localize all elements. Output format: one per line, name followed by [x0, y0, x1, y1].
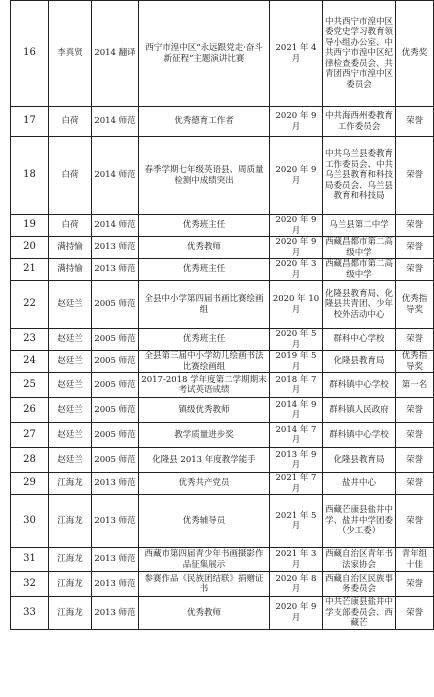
cell-no: 21	[11, 259, 49, 281]
cell-org: 乌兰县第二中学	[323, 215, 396, 237]
cell-date: 2014 年 9 月	[270, 398, 323, 423]
cell-award: 荣誉	[396, 215, 434, 237]
cell-org: 中共芒康县盐井中学支部委员会、西藏芒	[323, 597, 396, 630]
cell-award: 荣誉	[396, 597, 434, 630]
cell-no: 28	[11, 448, 49, 473]
table-row	[11, 259, 434, 281]
cell-name: 赵廷兰	[49, 423, 92, 448]
cell-award: 优秀指导奖	[396, 351, 434, 373]
cell-date: 2020 年 9 月	[270, 237, 323, 259]
cell-name: 赵廷兰	[49, 351, 92, 373]
cell-date: 2013 年 9 月	[270, 448, 323, 473]
cell-award: 荣誉	[396, 473, 434, 495]
cell-org: 盐井中心	[323, 473, 396, 495]
cell-award: 第一名	[396, 373, 434, 398]
cell-org: 群科镇中心学校	[323, 423, 396, 448]
cell-no: 32	[11, 572, 49, 597]
cell-date: 2020 年 9 月	[270, 215, 323, 237]
cell-name: 赵廷兰	[49, 398, 92, 423]
cell-org: 中共西宁市湟中区委党史学习教育领导小组办公室、中共西宁市湟中区纪律检查委员会、共青团西宁市湟中区委员会	[323, 1, 396, 107]
cell-cat: 2013 师范	[92, 237, 139, 259]
cell-title: 参赛作品《民族团结联》捐赠证书	[139, 572, 270, 597]
table-row	[11, 373, 434, 398]
cell-award: 优秀奖	[396, 1, 434, 107]
cell-org: 化隆县教育局	[323, 448, 396, 473]
cell-org: 群科镇人民政府	[323, 398, 396, 423]
cell-title: 全县中小学第四届书画比赛绘画组	[139, 281, 270, 329]
cell-award: 荣誉	[396, 495, 434, 548]
table-row	[11, 572, 434, 597]
cell-no: 16	[11, 1, 49, 107]
cell-title: 优秀教师	[139, 597, 270, 630]
cell-date: 2021 年 7 月	[270, 473, 323, 495]
cell-award: 荣誉	[396, 107, 434, 137]
table-row	[11, 597, 434, 630]
table-row	[11, 423, 434, 448]
cell-org: 西藏昌都市第二高级中学	[323, 259, 396, 281]
cell-cat: 2005 师范	[92, 329, 139, 351]
table-row	[11, 107, 434, 137]
cell-name: 赵廷兰	[49, 281, 92, 329]
awards-table	[10, 0, 434, 630]
cell-date: 2020 年 9 月	[270, 137, 323, 215]
cell-title: 春季学期七年级英语县、周质量检测中成绩突出	[139, 137, 270, 215]
table-row	[11, 1, 434, 107]
cell-title: 2017-2018 学年度第二学期期末考试英语成绩	[139, 373, 270, 398]
cell-title: 优秀班主任	[139, 215, 270, 237]
cell-name: 赵廷兰	[49, 448, 92, 473]
cell-date: 2020 年 10 月	[270, 281, 323, 329]
cell-cat: 2013 师范	[92, 473, 139, 495]
cell-date: 2014 年 7 月	[270, 423, 323, 448]
cell-org: 群科中心学校	[323, 329, 396, 351]
cell-award: 荣誉	[396, 572, 434, 597]
table-row	[11, 329, 434, 351]
cell-name: 江海龙	[49, 473, 92, 495]
cell-award: 青年组十佳	[396, 548, 434, 572]
cell-no: 20	[11, 237, 49, 259]
cell-org: 西藏自治区民族事务委员会	[323, 572, 396, 597]
cell-cat: 2013 师范	[92, 572, 139, 597]
cell-org: 中共乌兰县委教育工作委员会、中共乌兰县教育和科技局委员会、乌兰县教育和科技局	[323, 137, 396, 215]
cell-no: 17	[11, 107, 49, 137]
cell-name: 江海龙	[49, 548, 92, 572]
cell-cat: 2014 师范	[92, 107, 139, 137]
cell-title: 西宁市湟中区“永远跟党走·奋斗新征程”主题演讲比赛	[139, 1, 270, 107]
cell-name: 满持愉	[49, 259, 92, 281]
cell-award: 荣誉	[396, 329, 434, 351]
cell-cat: 2014 师范	[92, 215, 139, 237]
cell-org: 西藏昌都市第二高级中学	[323, 237, 396, 259]
cell-name: 赵廷兰	[49, 329, 92, 351]
cell-org: 化隆县教育局、化隆县共青团、少年校外活动中心	[323, 281, 396, 329]
table-row	[11, 237, 434, 259]
cell-no: 23	[11, 329, 49, 351]
cell-date: 2019 年 5 月	[270, 351, 323, 373]
cell-org: 西藏芒康县盐井中学、盐井中学团委（少工委）	[323, 495, 396, 548]
cell-award: 荣誉	[396, 259, 434, 281]
cell-org: 化隆县教育局	[323, 351, 396, 373]
cell-title: 优秀德育工作者	[139, 107, 270, 137]
cell-no: 31	[11, 548, 49, 572]
cell-date: 2020 年 9 月	[270, 107, 323, 137]
cell-cat: 2014 翻译	[92, 1, 139, 107]
table-row	[11, 548, 434, 572]
cell-cat: 2013 师范	[92, 259, 139, 281]
cell-date: 2021 年 3 月	[270, 548, 323, 572]
awards-table-body	[11, 1, 434, 630]
cell-award: 荣誉	[396, 137, 434, 215]
cell-no: 25	[11, 373, 49, 398]
table-row	[11, 215, 434, 237]
cell-award: 荣誉	[396, 237, 434, 259]
cell-award: 优秀指导奖	[396, 281, 434, 329]
cell-name: 江海龙	[49, 572, 92, 597]
cell-no: 30	[11, 495, 49, 548]
cell-name: 江海龙	[49, 495, 92, 548]
cell-org: 中共海西州委教育工作委员会	[323, 107, 396, 137]
cell-no: 22	[11, 281, 49, 329]
cell-cat: 2005 师范	[92, 373, 139, 398]
cell-cat: 2013 师范	[92, 495, 139, 548]
cell-no: 24	[11, 351, 49, 373]
table-row	[11, 398, 434, 423]
cell-name: 白荷	[49, 107, 92, 137]
cell-title: 全县第三届中小学幼儿绘画书法比赛绘画组	[139, 351, 270, 373]
cell-no: 29	[11, 473, 49, 495]
cell-title: 镇级优秀教师	[139, 398, 270, 423]
cell-award: 荣誉	[396, 398, 434, 423]
cell-cat: 2005 师范	[92, 423, 139, 448]
cell-title: 教学质量进步奖	[139, 423, 270, 448]
cell-org: 西藏自治区青年书法家协会	[323, 548, 396, 572]
table-row	[11, 495, 434, 548]
cell-org: 群科镇中心学校	[323, 373, 396, 398]
cell-cat: 2005 师范	[92, 351, 139, 373]
cell-cat: 2005 师范	[92, 398, 139, 423]
cell-date: 2020 年 3 月	[270, 259, 323, 281]
cell-name: 江海龙	[49, 597, 92, 630]
cell-title: 优秀班主任	[139, 259, 270, 281]
cell-no: 26	[11, 398, 49, 423]
cell-cat: 2005 师范	[92, 448, 139, 473]
cell-title: 优秀共产党员	[139, 473, 270, 495]
cell-cat: 2013 师范	[92, 548, 139, 572]
cell-title: 优秀教师	[139, 237, 270, 259]
cell-no: 18	[11, 137, 49, 215]
table-row	[11, 137, 434, 215]
cell-title: 优秀班主任	[139, 329, 270, 351]
cell-date: 2020 年 9 月	[270, 597, 323, 630]
cell-name: 白荷	[49, 137, 92, 215]
cell-title: 化隆县 2013 年度教学能手	[139, 448, 270, 473]
cell-date: 2021 年 4 月	[270, 1, 323, 107]
cell-date: 2020 年 5 月	[270, 329, 323, 351]
cell-no: 33	[11, 597, 49, 630]
cell-no: 27	[11, 423, 49, 448]
table-row	[11, 351, 434, 373]
table-row	[11, 473, 434, 495]
cell-award: 荣誉	[396, 423, 434, 448]
cell-cat: 2005 师范	[92, 281, 139, 329]
cell-name: 李真贤	[49, 1, 92, 107]
cell-cat: 2013 师范	[92, 597, 139, 630]
cell-title: 西藏市第四届青少年书画摄影作品征集展示	[139, 548, 270, 572]
cell-date: 2018 年 7 月	[270, 373, 323, 398]
cell-name: 赵廷兰	[49, 373, 92, 398]
cell-cat: 2014 师范	[92, 137, 139, 215]
cell-award: 荣誉	[396, 448, 434, 473]
table-row	[11, 281, 434, 329]
table-row	[11, 448, 434, 473]
cell-name: 满持愉	[49, 237, 92, 259]
cell-date: 2020 年 8 月	[270, 572, 323, 597]
cell-name: 白荷	[49, 215, 92, 237]
cell-no: 19	[11, 215, 49, 237]
cell-title: 优秀辅导员	[139, 495, 270, 548]
cell-date: 2021 年 5 月	[270, 495, 323, 548]
